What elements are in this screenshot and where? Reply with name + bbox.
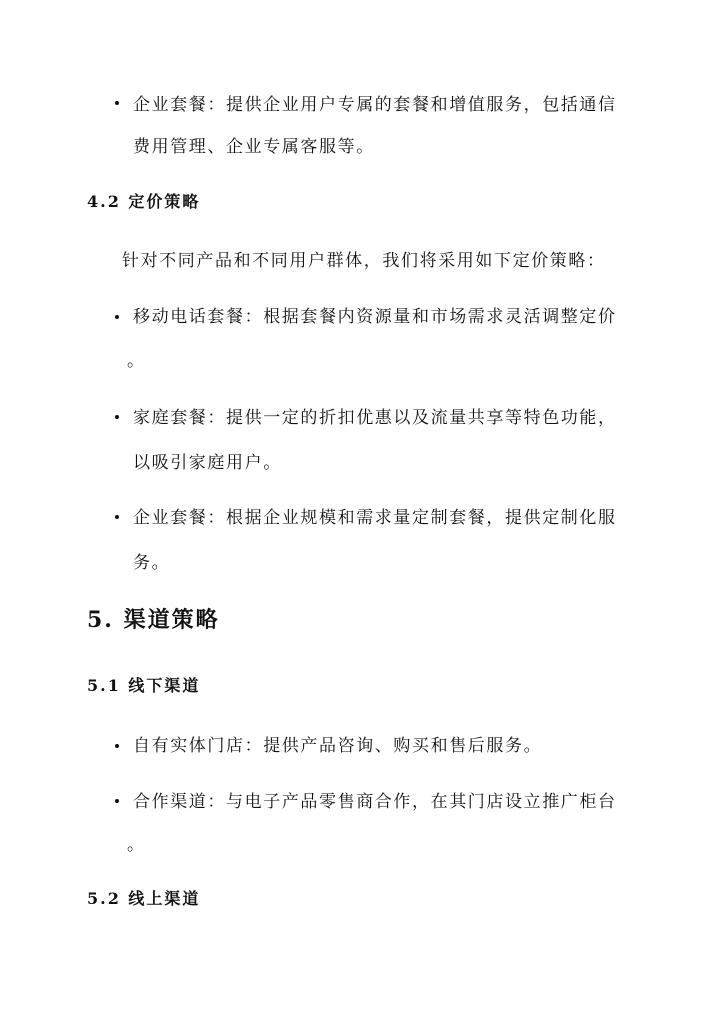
list-item-enterprise-package-cont: 费用管理、企业专属客服等。 [133,137,375,157]
list-item-enterprise-pricing-cont: 务。 [133,553,171,573]
bullet-dot [115,744,119,748]
list-item-own-stores: 自有实体门店：提供产品咨询、购买和售后服务。 [133,736,543,756]
bullet-dot [115,515,119,519]
section-heading-5: 5. 渠道策略 [87,607,220,633]
list-item-family-pricing-cont: 以吸引家庭用户。 [133,453,282,473]
bullet-dot [115,101,119,105]
list-item-mobile-pricing-cont: 。 [127,351,146,371]
list-item-enterprise-pricing: 企业套餐：根据企业规模和需求量定制套餐，提供定制化服 [133,508,617,528]
paragraph-pricing-intro: 针对不同产品和不同用户群体，我们将采用如下定价策略： [122,251,606,271]
list-item-mobile-pricing: 移动电话套餐：根据套餐内资源量和市场需求灵活调整定价 [133,307,617,327]
section-heading-5-1: 5.1 线下渠道 [87,676,201,695]
section-heading-4-2: 4.2 定价策略 [87,192,201,211]
list-item-partner-channels-cont: 。 [127,835,146,855]
list-item-enterprise-package: 企业套餐：提供企业用户专属的套餐和增值服务，包括通信 [133,95,617,115]
bullet-dot [115,315,119,319]
bullet-dot [115,415,119,419]
bullet-dot [115,799,119,803]
section-heading-5-2: 5.2 线上渠道 [87,889,201,908]
list-item-family-pricing: 家庭套餐：提供一定的折扣优惠以及流量共享等特色功能， [133,408,617,428]
list-item-partner-channels: 合作渠道：与电子产品零售商合作，在其门店设立推广柜台 [133,792,617,812]
